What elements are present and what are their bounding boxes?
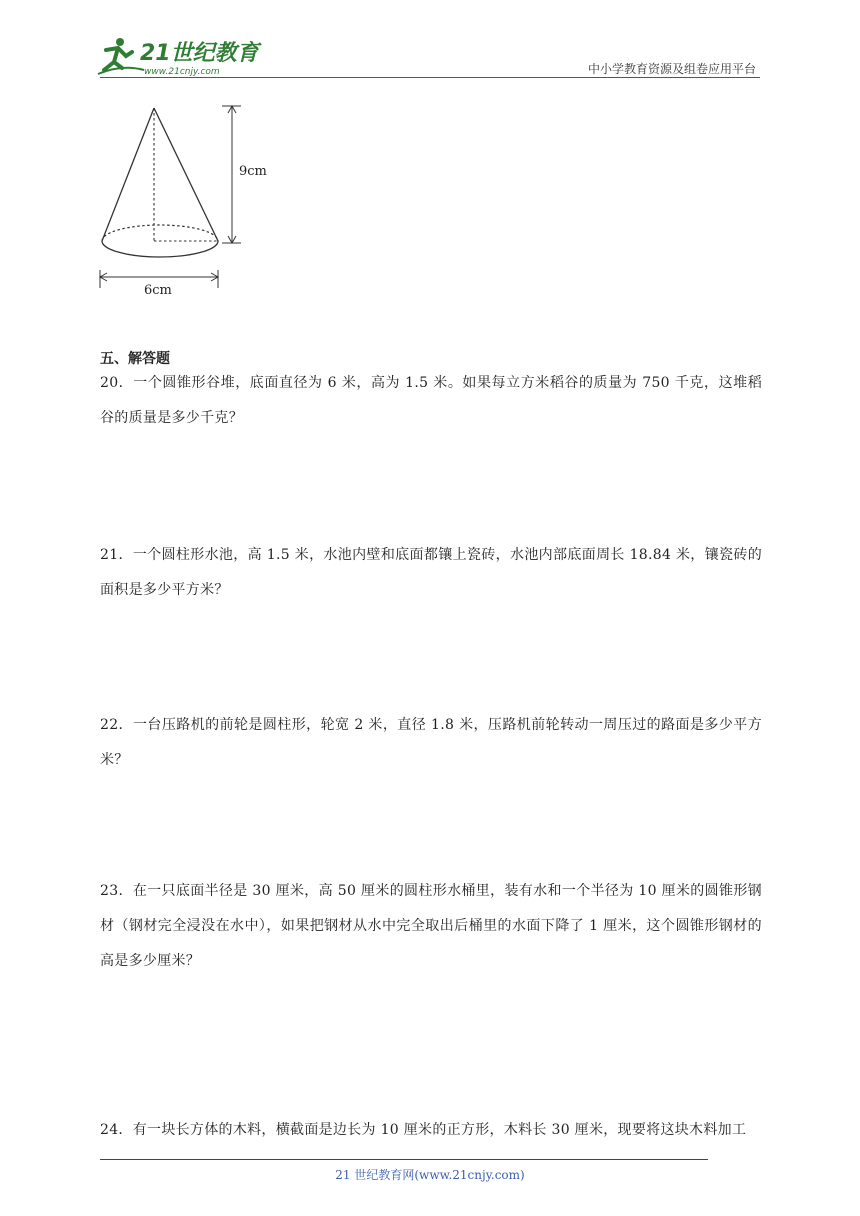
- logo-text: 21世纪教育: [140, 41, 259, 66]
- question-text: 在一只底面半径是 30 厘米，高 50 厘米的圆柱形水桶里，装有水和一个半径为 10 厘米的圆锥形钢材（钢材完全浸没在水中），如果把钢材从水中完全取出后桶里的水面下降了 1 厘米，这个圆锥形钢材的高是多少厘米？: [100, 883, 762, 969]
- question-number: 22．: [100, 717, 133, 733]
- height-label: 9cm: [239, 164, 267, 179]
- header-divider: [100, 77, 760, 78]
- question-text: 一个圆锥形谷堆，底面直径为 6 米，高为 1.5 米。如果每立方米稻谷的质量为 750 千克，这堆稻谷的质量是多少千克？: [100, 375, 762, 426]
- cone-base-front: [102, 241, 218, 257]
- question-20: [100, 366, 762, 436]
- site-logo: [92, 34, 262, 78]
- question-21: [100, 538, 762, 608]
- section-title: 五、解答题: [100, 351, 170, 367]
- question-text: 一台压路机的前轮是圆柱形，轮宽 2 米，直径 1.8 米，压路机前轮转动一周压过的路面是多少平方米？: [100, 717, 762, 768]
- question-text: 一个圆柱形水池，高 1.5 米，水池内壁和底面都镶上瓷砖，水池内部底面周长 18.84 米，镶瓷砖的面积是多少平方米？: [100, 547, 762, 598]
- question-22: [100, 708, 762, 778]
- cone-figure: [96, 100, 286, 300]
- question-number: 20．: [100, 375, 134, 391]
- question-number: 23．: [100, 883, 133, 899]
- cone-left-side: [102, 108, 154, 241]
- diameter-label: 6cm: [144, 283, 172, 298]
- page-header: [0, 0, 860, 80]
- cone-right-side: [154, 108, 218, 241]
- footer-divider: [100, 1159, 708, 1160]
- question-number: 24．: [100, 1122, 133, 1138]
- footer-text: 21 世纪教育网(www.21cnjy.com): [335, 1168, 525, 1182]
- runner-icon: [98, 38, 144, 74]
- question-24: [100, 1113, 762, 1148]
- question-23: [100, 874, 762, 979]
- question-number: 21．: [100, 547, 133, 563]
- platform-name: 中小学教育资源及组卷应用平台: [587, 62, 756, 76]
- logo-url: www.21cnjy.com: [144, 67, 220, 77]
- question-text: 有一块长方体的木料，横截面是边长为 10 厘米的正方形，木料长 30 厘米，现要将这块木料加工: [132, 1122, 747, 1138]
- cone-base-back: [102, 225, 218, 241]
